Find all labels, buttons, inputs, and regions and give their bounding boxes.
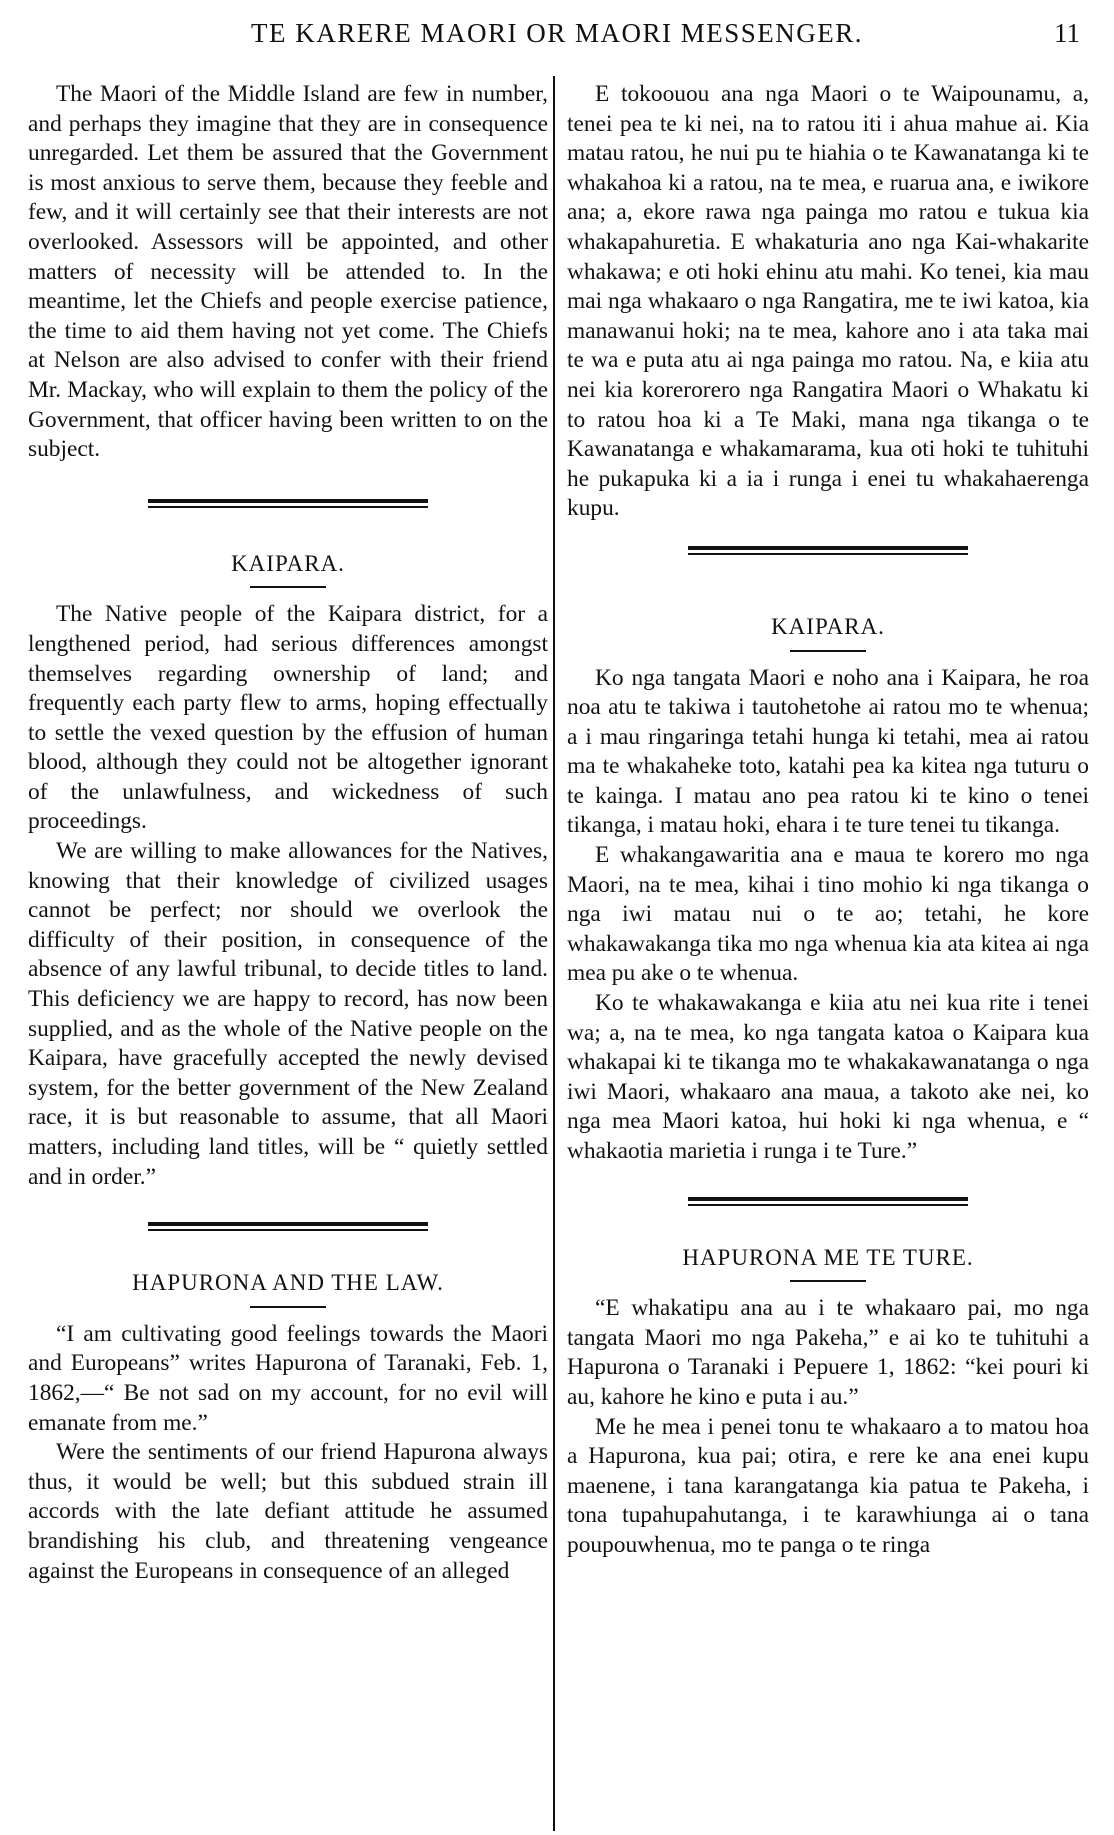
kaipara-paragraph-2: We are willing to make allowances for the Natives, knowing that their knowledge of civilized usages cannot be perfect; nor should we overlook the difficulty of their position, in consequence of the absence of any lawful tribunal, to decide titles to land. This deficiency we are happy to record, has now been supplied, and as the whole of the Native people on the Kaipara, have gracefully accepted the newly devised system, for the better government of the New Zealand race, it is but reasonable to assume, that all Maori matters, including land titles, will be “ quietly settled and in order.” xyxy=(28,838,548,1190)
kaipara-heading-maori: KAIPARA. xyxy=(771,613,885,639)
hapurona-paragraph-1: “I am cultivating good feelings towards the Maori and Europeans” writes Hapurona of Taranaki, Feb. 1, 1862,—“ Be not sad on my account, for no evil will emanate from me.” xyxy=(28,1320,548,1436)
hapurona-paragraph-2-maori: Me he mea i penei tonu te whakaaro a to matou hoa a Hapurona, kua pai; otira, e rere ke ana enei kupu maenene, i tana karangatanga kia patua te Pakeha, i tona tupahupahutanga, i te karawhiunga ai o tana poupouwhenua, mo te panga o te ringa xyxy=(567,1413,1089,1558)
kaipara-paragraph-2-maori: E whakangawaritia ana e maua te korero mo nga Maori, na te mea, kihai i tino mohio ki nga tikanga o nga iwi matau nui o te ao; tetahi, he kore whakawakanga tika mo nga whenua kia ata kitea ai nga mea pu ake o te whenua. xyxy=(567,842,1089,987)
heading-underline xyxy=(790,650,866,652)
maori-column xyxy=(567,80,1089,1561)
hapurona-paragraph-2: Were the sentiments of our friend Hapurona always thus, it would be well; but this subdued strain ill accords with the late defiant attitude he assumed brandishing his club, and threatening vengeance against the Europeans in consequence of an alleged xyxy=(28,1439,548,1584)
page-header xyxy=(0,18,1114,62)
section-separator xyxy=(28,465,548,527)
section-separator xyxy=(28,1192,548,1254)
column-divider xyxy=(553,76,555,1831)
heading-underline xyxy=(250,1306,326,1308)
hapurona-heading-maori: HAPURONA ME TE TURE. xyxy=(682,1244,974,1270)
kaipara-paragraph-1: The Native people of the Kaipara district, for a lengthened period, had serious differences amongst themselves regarding ownership of land; and frequently each party flew to arms, hoping effectually to settle the vexed question by the effusion of human blood, although they could not be altogether ignorant of the unlawfulness, and wickedness of such proceedings. xyxy=(28,601,548,835)
heading-underline xyxy=(250,586,326,588)
kaipara-paragraph-1-maori: Ko nga tangata Maori e noho ana i Kaipara, he roa noa atu te takiwa i tautohetohe ai ratou mo te whenua; a i mau ringaringa tetahi hunga ki tetahi, mea ai ratou ma te whakaheke toto, katahi pea ka kitea nga tuturu o te kainga. I matau ano pea ratou ki te kino o tenei tikanga, i matau hoki, ehara i te ture tenei tu tikanga. xyxy=(567,664,1089,839)
middle-island-paragraph: The Maori of the Middle Island are few in number, and perhaps they imagine that they are in consequence unregarded. Let them be assured that the Government is most anxious to serve them, because they feeble and few, and it will certainly see that their interests are not overlooked. Assessors will be appointed, and other matters of necessity will be attended to. In the meantime, let the Chiefs and people exercise patience, the time to aid them having not yet come. The Chiefs at Nelson are also advised to confer with their friend Mr. Mackay, who will explain to them the policy of the Government, that officer having been written to on the subject. xyxy=(28,81,548,463)
newspaper-title: TE KARERE MAORI OR MAORI MESSENGER. xyxy=(250,18,864,48)
section-separator xyxy=(567,524,1089,586)
hapurona-paragraph-1-maori: “E whakatipu ana au i te whakaaro pai, mo nga tangata Maori mo nga Pakeha,” e ai ko te tuhituhi a Hapurona o Taranaki i Pepuere 1, 1862: “kei pouri ki au, kahore he kino e puta i au.” xyxy=(567,1295,1089,1410)
waipounamu-paragraph: E tokoouou ana nga Maori o te Waipounamu, a, tenei pea te ki nei, na to ratou iti i ahua mahue ai. Kia matau ratou, he nui pu te hiahia o te Kawanatanga ki te whakahoa ki a ratou, na te mea, e ruarua ana, e iwikore ana; a, ekore rawa nga painga mo ratou e tukua kia whakapahuretia. E whakaturia ano nga Kai-whakarite whakawa; e oti hoki ehinu atu mahi. Ko tenei, kia mau mai nga whakaaro o nga Rangatira, me te iwi katoa, kia manawanui hoki; na te mea, kahore ano i ata taka mai te wa e puta atu ai nga painga mo ratou. Na, e kiia atu nei kia korerorero nga Rangatira Maori o Whakatu ki to ratou hoa ki a Te Maki, mana nga tikanga o te Kawanatanga e whakamarama, kua oti hoki te tuhituhi he pukapuka ki a ia i runga i enei tu whakahaerenga kupu. xyxy=(567,81,1089,522)
page-number: 11 xyxy=(1054,18,1080,48)
kaipara-paragraph-3-maori: Ko te whakawakanga e kiia atu nei kua rite i tenei wa; a, na te mea, ko nga tangata katoa o Kaipara kua whakapai ki te tikanga mo te whakakawanatanga o nga iwi Maori, whakaaro ana maua, a takoto ake nei, ko nga mea Maori katoa, hui hoki ki nga whenua, e “ whakaotia marietia i runga i te Ture.” xyxy=(567,990,1089,1164)
heading-underline xyxy=(790,1280,866,1282)
hapurona-heading: HAPURONA AND THE LAW. xyxy=(132,1270,444,1296)
english-column xyxy=(28,80,548,1586)
kaipara-heading: KAIPARA. xyxy=(231,550,345,576)
section-separator xyxy=(567,1167,1089,1229)
